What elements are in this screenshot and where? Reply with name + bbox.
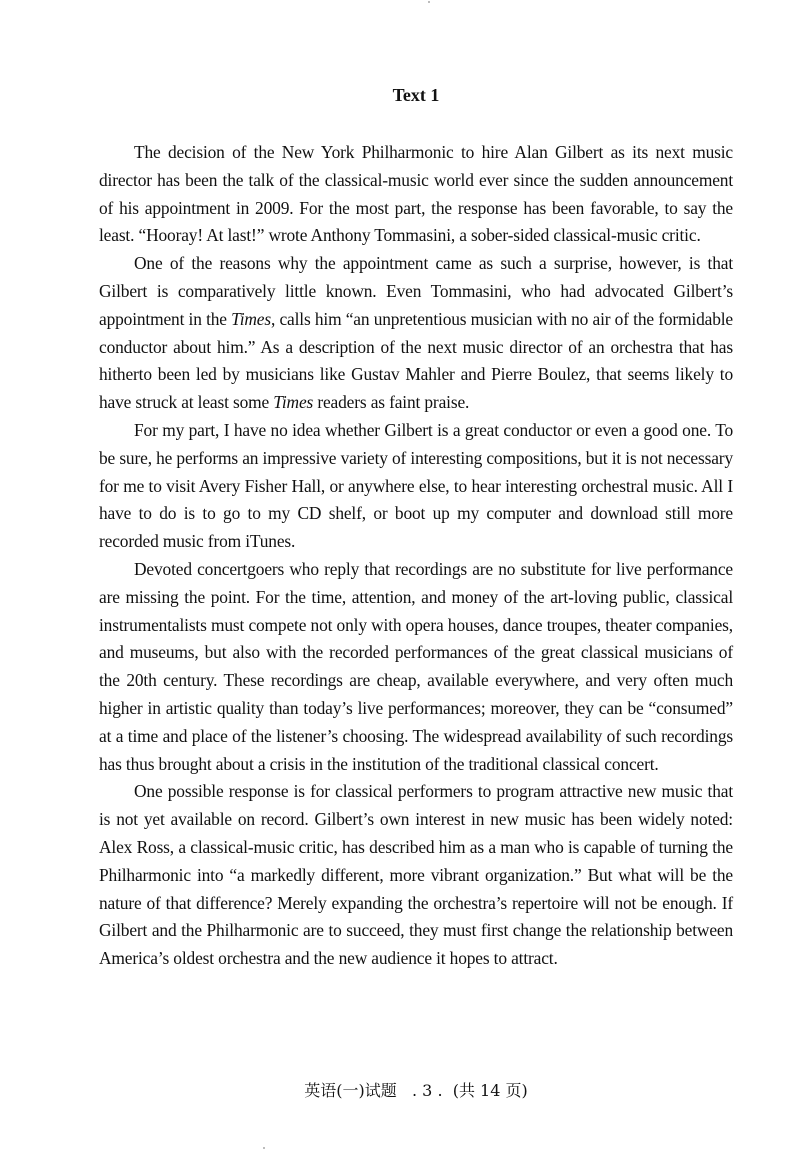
- paragraph-4-text: Devoted concertgoers who reply that recordings are no substitute for live performance are missing the point. For the time, attention, and money of the art-loving public, classical instrumentalists must compete not only with opera houses, dance troupes, theater companies, and museums, but also with the recorded performances of the great classical musicians of the 20th century. These recordings are cheap, available everywhere, and very often much higher in artistic quality than today’s live performances; moreover, they can be “consumed” at a time and place of the listener’s choosing. The widespread availability of such recordings has thus brought about a crisis in the institution of the traditional classical concert.: [99, 558, 733, 774]
- scan-artifact: [263, 1147, 265, 1149]
- page-footer: 英语(一)试题 . 3 . (共 14 页): [304, 1081, 528, 1100]
- publication-name-times: Times: [273, 392, 314, 413]
- paragraph-1: [99, 139, 733, 250]
- paragraph-2-text-b: , calls him “an unpretentious musician with no air of the formidable conductor about him.” As a description of the next music director of an orchestra that has hitherto been led by musicians like Gustav Mahler and Pierre Boulez, that seems likely to have struck at least some: [99, 308, 733, 413]
- paragraph-3: [99, 417, 733, 556]
- paragraph-2: [99, 250, 733, 417]
- paragraph-4: [99, 556, 733, 778]
- paragraph-2-text-c: readers as faint praise.: [313, 392, 470, 413]
- passage-title: Text 1: [392, 85, 440, 105]
- paragraph-2-text-a: One of the reasons why the appointment came as such a surprise, however, is that Gilbert is comparatively little known. Even Tommasini, who had advocated Gilbert’s appointment in the: [99, 253, 733, 329]
- passage-body: [99, 139, 733, 973]
- scan-artifact: [428, 1, 430, 3]
- paragraph-3-text: For my part, I have no idea whether Gilbert is a great conductor or even a good one. To be sure, he performs an impressive variety of interesting compositions, but it is not necessary for me to visit Avery Fisher Hall, or anywhere else, to hear interesting orchestral music. All I have to do is to go to my CD shelf, or boot up my computer and download still more recorded music from iTunes.: [99, 419, 733, 552]
- paragraph-5: [99, 778, 733, 973]
- paragraph-1-text: The decision of the New York Philharmonic to hire Alan Gilbert as its next music director has been the talk of the classical-music world ever since the sudden announcement of his appointment in 2009. For the most part, the response has been favorable, to say the least. “Hooray! At last!” wrote Anthony Tommasini, a sober-sided classical-music critic.: [99, 142, 733, 246]
- publication-name-times: Times: [231, 308, 271, 329]
- paragraph-5-text: One possible response is for classical performers to program attractive new music that is not yet available on record. Gilbert’s own interest in new music has been widely noted: Alex Ross, a classical-music critic, has described him as a man who is capable of turning the Philharmonic into “a markedly different, more vibrant organization.” But what will be the nature of that difference? Merely expanding the orchestra’s repertoire will not be enough. If Gilbert and the Philharmonic are to succeed, they must first change the relationship between America’s oldest orchestra and the new audience it hopes to attract.: [99, 781, 733, 969]
